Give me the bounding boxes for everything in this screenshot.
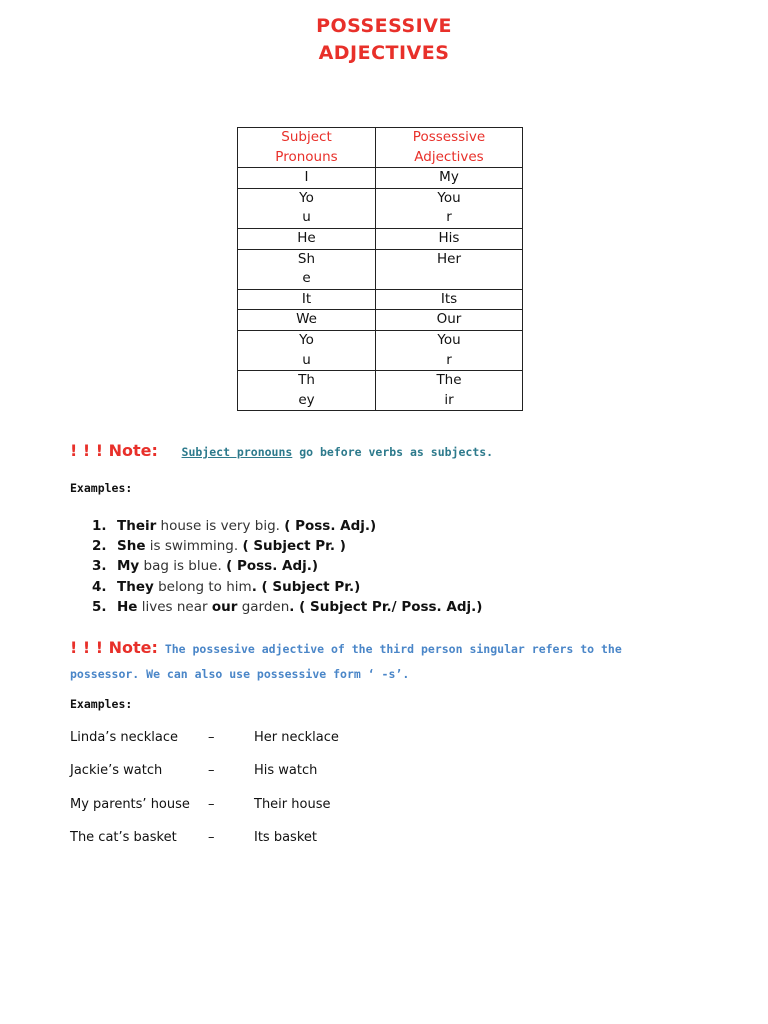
note-subject-pronouns — [70, 441, 493, 460]
examples-label-2: Examples: — [70, 697, 133, 711]
bold-text: Their — [117, 518, 157, 534]
owner-phrase: The cat’s basket — [70, 830, 177, 845]
cell-line: The — [436, 372, 462, 389]
possessive-adjective-cell — [376, 289, 523, 310]
cell-line: Sh — [297, 250, 316, 267]
cell-line: u — [302, 209, 311, 226]
note-text: go before verbs as subjects. — [292, 445, 494, 459]
possessive-phrase: Her necklace — [254, 730, 339, 745]
cell-line: It — [301, 290, 312, 307]
possessive-adjective-cell — [376, 168, 523, 189]
plain-text: house is very big. — [156, 518, 285, 534]
subject-pronoun-cell — [238, 249, 376, 289]
list-number: 3. — [92, 558, 107, 575]
table-row — [238, 168, 523, 189]
bold-text: ( Poss. Adj.) — [226, 558, 319, 575]
cell-line: Th — [298, 372, 315, 389]
list-item — [92, 577, 482, 597]
possessive-adjective-cell — [376, 330, 523, 370]
bold-text: They — [117, 578, 154, 595]
header-possessive-adjectives — [376, 128, 523, 168]
bold-text: He — [117, 598, 138, 615]
subject-pronoun-cell — [238, 310, 376, 331]
subject-pronoun-cell — [238, 371, 376, 411]
possessive-adjective-cell — [376, 371, 523, 411]
table-row — [238, 371, 523, 411]
note-lead: ! ! ! Note: — [70, 638, 158, 657]
bold-text: ( Poss. Adj.) — [284, 518, 377, 534]
list-item — [92, 556, 482, 576]
list-item — [92, 516, 482, 536]
cell-line: ir — [444, 391, 454, 408]
cell-line: You — [437, 189, 461, 206]
cell-line: e — [302, 270, 311, 287]
cell-line: r — [446, 209, 452, 226]
list-number: 5. — [92, 598, 107, 615]
possessive-adjective-cell — [376, 310, 523, 331]
cell-line: He — [297, 229, 316, 246]
plain-text: bag is blue. — [139, 558, 227, 575]
cell-line: r — [446, 351, 452, 368]
table-header-row — [238, 128, 523, 168]
dash: – — [208, 763, 215, 778]
header-subject-pronouns — [238, 128, 376, 168]
list-number: 1. — [92, 518, 107, 534]
subject-pronoun-cell — [238, 330, 376, 370]
cell-line: ey — [298, 391, 315, 408]
cell-line: You — [437, 331, 461, 348]
header-line: Adjectives — [414, 148, 484, 165]
table-row — [238, 249, 523, 289]
subject-pronoun-cell — [238, 168, 376, 189]
dash: – — [208, 830, 215, 845]
cell-line: Yo — [299, 331, 314, 348]
bold-text: . ( Subject Pr./ Poss. Adj.) — [289, 598, 483, 615]
plain-text: garden — [237, 598, 290, 615]
cell-line: His — [438, 229, 460, 246]
note-text-line-1: The possesive adjective of the third person singular refers to the — [157, 642, 622, 656]
subject-pronoun-cell — [238, 228, 376, 249]
owner-phrase: My parents’ house — [70, 797, 190, 812]
note-possessor-line-2 — [70, 663, 409, 682]
cell-line: u — [302, 351, 311, 368]
examples-list — [92, 516, 482, 617]
note-lead: ! ! ! Note: — [70, 441, 158, 460]
plain-text: lives near — [137, 598, 212, 615]
possessive-adjective-cell — [376, 188, 523, 228]
cell-line: I — [304, 169, 309, 186]
note-text-line-2: possessor. We can also use possessive form ‘ -s’. — [70, 667, 410, 681]
cell-line: Yo — [299, 189, 314, 206]
list-number: 2. — [92, 538, 107, 555]
table-row — [238, 289, 523, 310]
bold-text: . ( Subject Pr.) — [251, 578, 361, 595]
plain-text: belong to him — [153, 578, 252, 595]
table-row — [238, 188, 523, 228]
page-title-line-1: POSSESSIVE — [316, 15, 452, 37]
possessive-adjective-cell — [376, 249, 523, 289]
header-line: Pronouns — [275, 148, 338, 165]
list-item — [92, 597, 482, 617]
cell-line: My — [439, 169, 459, 186]
possessive-phrase: His watch — [254, 763, 318, 778]
subject-pronouns-link[interactable]: Subject pronouns — [181, 445, 293, 459]
examples-label: Examples: — [70, 481, 133, 495]
subject-pronoun-cell — [238, 188, 376, 228]
dash: – — [208, 797, 215, 812]
pronoun-table — [237, 127, 523, 411]
cell-line: Our — [436, 311, 462, 328]
bold-text: She — [117, 538, 146, 555]
cell-line: Her — [436, 250, 461, 267]
list-number: 4. — [92, 578, 107, 595]
plain-text: is swimming. — [145, 538, 243, 555]
possessive-adjective-cell — [376, 228, 523, 249]
possessive-phrase: Their house — [254, 797, 331, 812]
bold-text: My — [117, 558, 140, 575]
owner-phrase: Linda’s necklace — [70, 730, 178, 745]
note-possessor — [70, 638, 622, 657]
table-row — [238, 330, 523, 370]
page-title-line-2: ADJECTIVES — [318, 42, 450, 64]
header-line: Subject — [281, 129, 332, 145]
table-row — [238, 228, 523, 249]
cell-line: Its — [440, 290, 458, 307]
dash: – — [208, 730, 215, 745]
owner-phrase: Jackie’s watch — [70, 763, 163, 778]
cell-line: We — [296, 311, 317, 328]
list-item — [92, 536, 482, 556]
bold-text: ( Subject Pr. ) — [242, 538, 346, 555]
bold-text: our — [211, 598, 238, 615]
subject-pronoun-cell — [238, 289, 376, 310]
header-line: Possessive — [412, 129, 486, 145]
possessive-phrase: Its basket — [254, 830, 317, 845]
table-row — [238, 310, 523, 331]
